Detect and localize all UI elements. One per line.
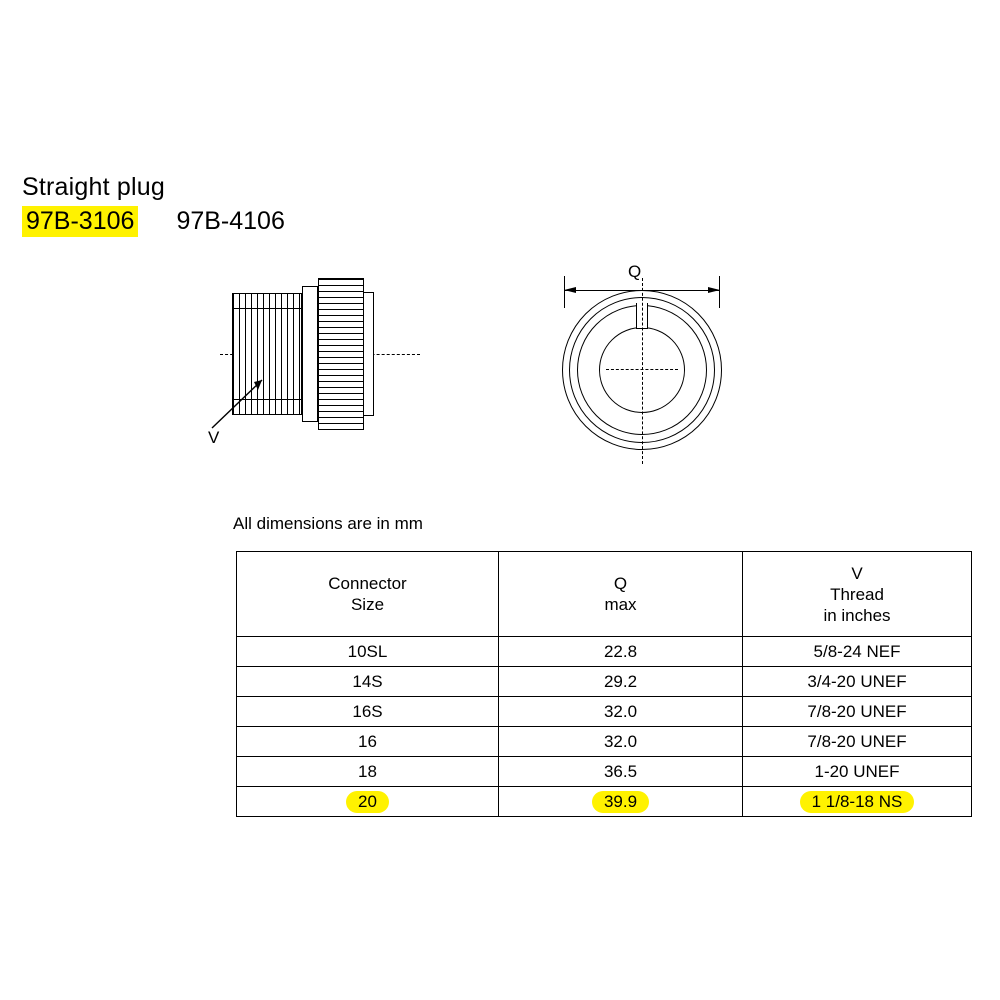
highlighted-value: 1 1/8-18 NS	[800, 791, 915, 813]
column-header-v-thread	[743, 552, 972, 637]
table-row	[237, 757, 972, 787]
column-header-connector-size	[237, 552, 499, 637]
cell-thread: 5/8-24 NEF	[743, 637, 972, 667]
cell-q-max: 22.8	[499, 637, 743, 667]
header-line: max	[604, 595, 637, 614]
part-number-secondary: 97B-4106	[176, 207, 285, 235]
cell-q-max	[499, 787, 743, 817]
table-row	[237, 727, 972, 757]
side-view-drawing	[200, 258, 450, 458]
part-number-primary: 97B-3106	[22, 206, 138, 237]
table-row	[237, 667, 972, 697]
cell-connector-size	[237, 787, 499, 817]
highlighted-value: 39.9	[592, 791, 649, 813]
header-line: Size	[350, 595, 385, 614]
table-row	[237, 637, 972, 667]
barrel-inner-profile	[232, 308, 302, 400]
cell-thread	[743, 787, 972, 817]
side-view-label: V	[208, 428, 220, 447]
cell-connector-size: 18	[237, 757, 499, 787]
dimensions-table	[236, 551, 972, 817]
cell-q-max: 29.2	[499, 667, 743, 697]
table-header-row	[237, 552, 972, 637]
cell-thread: 1-20 UNEF	[743, 757, 972, 787]
cell-connector-size: 16S	[237, 697, 499, 727]
cell-connector-size: 10SL	[237, 637, 499, 667]
title-block	[22, 172, 289, 237]
cell-connector-size: 16	[237, 727, 499, 757]
header-line: V	[851, 563, 863, 583]
cell-thread: 3/4-20 UNEF	[743, 667, 972, 697]
table-row-highlighted	[237, 787, 972, 817]
highlighted-value: 20	[346, 791, 389, 813]
cell-connector-size: 14S	[237, 667, 499, 697]
header-line: in inches	[823, 605, 891, 625]
cell-q-max: 32.0	[499, 697, 743, 727]
header-line: Thread	[830, 584, 884, 604]
page-title: Straight plug	[22, 173, 165, 201]
cell-thread: 7/8-20 UNEF	[743, 727, 972, 757]
q-dimension-label: Q	[628, 262, 642, 281]
part-number-row	[22, 206, 289, 237]
cell-q-max: 32.0	[499, 727, 743, 757]
center-mark-vertical	[642, 278, 643, 464]
table-row	[237, 697, 972, 727]
units-note: All dimensions are in mm	[233, 514, 423, 533]
cell-thread: 7/8-20 UNEF	[743, 697, 972, 727]
front-view-drawing	[540, 248, 760, 478]
header-line: Connector	[328, 574, 407, 593]
knurled-shell	[318, 278, 364, 430]
shell-end-cap	[364, 292, 374, 416]
cell-q-max: 36.5	[499, 757, 743, 787]
mid-step-flange	[302, 286, 318, 422]
column-header-q-max	[499, 552, 743, 637]
header-line: Q	[613, 574, 628, 593]
